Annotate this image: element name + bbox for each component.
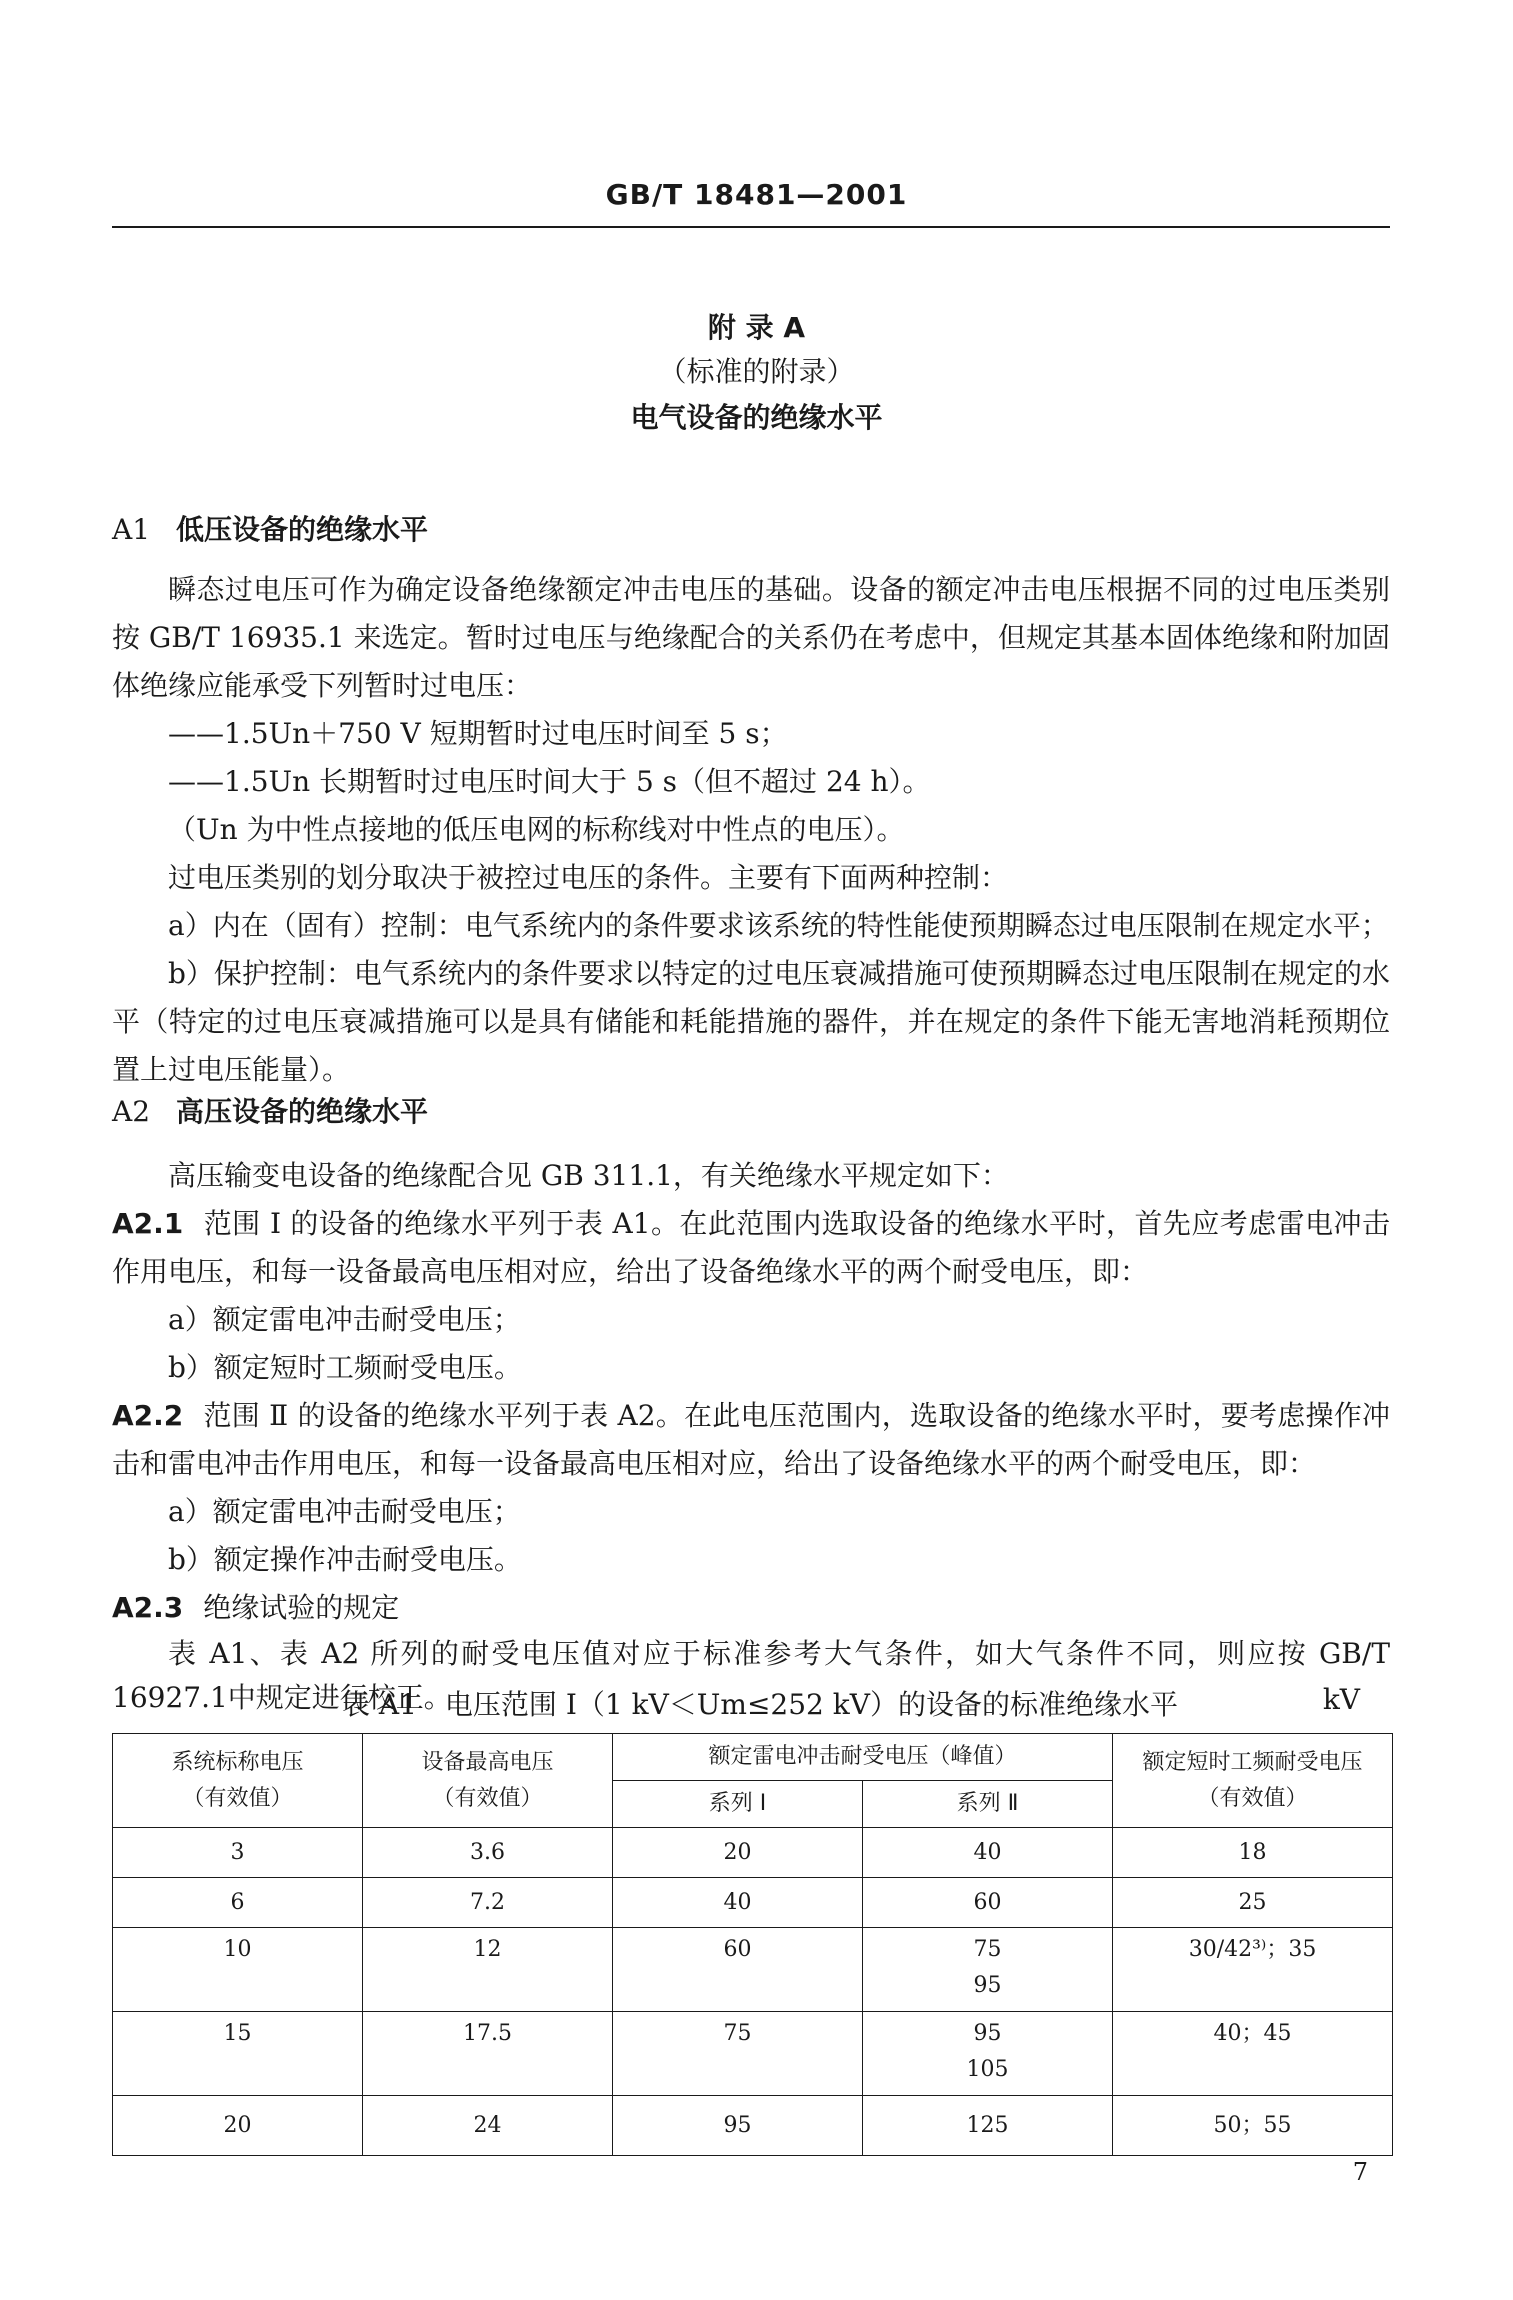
cell-power-frequency: 50；55 [1113, 2096, 1393, 2156]
standard-code-header: GB/T 18481—2001 [605, 178, 908, 211]
header-power-frequency [1113, 1734, 1393, 1828]
header-lightning-impulse: 额定雷电冲击耐受电压（峰值） [613, 1734, 1113, 1781]
a1-list-item-2: ——1.5Un 长期暂时过电压时间大于 5 s（但不超过 24 h）。 [168, 765, 931, 798]
header-max-voltage [363, 1734, 613, 1828]
header-power-frequency-label: 额定短时工频耐受电压 [1142, 1749, 1363, 1775]
section-a1-heading [112, 508, 428, 548]
header-max-voltage-label: 设备最高电压 [421, 1749, 554, 1775]
cell-nominal: 3 [113, 1828, 363, 1878]
cell-max: 3.6 [363, 1828, 613, 1878]
cell-nominal: 10 [113, 1928, 363, 2012]
section-a1-number: A1 [112, 513, 151, 546]
insulation-level-table [112, 1733, 1393, 2156]
cell-series-2 [863, 2012, 1113, 2096]
cell-power-frequency: 30/42³⁾；35 [1113, 1928, 1393, 2012]
a2-2-paragraph [112, 1392, 1390, 1488]
section-a2-paragraph-1: 高压输变电设备的绝缘配合见 GB 311.1，有关绝缘水平规定如下： [168, 1159, 1009, 1192]
cell-power-frequency: 18 [1113, 1828, 1393, 1878]
a2-2-text: 范围 Ⅱ 的设备的绝缘水平列于表 A2。在此电压范围内，选取设备的绝缘水平时，要考虑操作冲击和雷电冲击作用电压，和每一设备最高电压相对应，给出了设备绝缘水平的两个耐受电压，即： [112, 1399, 1390, 1480]
section-a2-number: A2 [112, 1095, 151, 1128]
a2-2-number: A2.2 [112, 1399, 184, 1432]
page-number: 7 [1352, 2158, 1368, 2186]
section-a1-title: 低压设备的绝缘水平 [176, 513, 429, 546]
a1-item-a: a）内在（固有）控制：电气系统内的条件要求该系统的特性能使预期瞬态过电压限制在规定水平； [168, 909, 1389, 942]
table-row [113, 2012, 1393, 2096]
cell-max: 24 [363, 2096, 613, 2156]
a1-list-item-1: ——1.5Un＋750 V 短期暂时过电压时间至 5 s； [168, 717, 788, 750]
cell-series-2-value-alt: 95 [973, 1973, 1002, 1998]
section-a1-paragraph-1: 瞬态过电压可作为确定设备绝缘额定冲击电压的基础。设备的额定冲击电压根据不同的过电压类别按 GB/T 16935.1 来选定。暂时过电压与绝缘配合的关系仍在考虑中，但规定其基本固体绝缘和附加固体绝缘应能承受下列暂时过电压： [112, 573, 1390, 702]
table-row [113, 1928, 1393, 2012]
cell-series-2 [863, 1928, 1113, 2012]
section-a2-title: 高压设备的绝缘水平 [176, 1095, 429, 1128]
header-nominal-voltage-sub: （有效值） [182, 1785, 293, 1811]
cell-series-1: 20 [613, 1828, 863, 1878]
section-a1-paragraph-2: 过电压类别的划分取决于被控过电压的条件。主要有下面两种控制： [168, 861, 1009, 894]
cell-series-2-value: 95 [973, 2021, 1002, 2046]
a1-item-b: b）保护控制：电气系统内的条件要求以特定的过电压衰减措施可使预期瞬态过电压限制在规定的水平（特定的过电压衰减措施可以是具有储能和耗能措施的器件，并在规定的条件下能无害地消耗预期位置上过电压能量）。 [112, 957, 1390, 1086]
a2-3-title: 绝缘试验的规定 [203, 1591, 400, 1624]
cell-series-1: 40 [613, 1878, 863, 1928]
table-row [113, 2096, 1393, 2156]
cell-series-1: 75 [613, 2012, 863, 2096]
section-a2-heading [112, 1090, 428, 1130]
cell-nominal: 15 [113, 2012, 363, 2096]
cell-series-1: 60 [613, 1928, 863, 2012]
a2-3-number: A2.3 [112, 1591, 184, 1624]
a2-2-item-a: a）额定雷电冲击耐受电压； [168, 1495, 521, 1528]
a2-1-text: 范围 I 的设备的绝缘水平列于表 A1。在此范围内选取设备的绝缘水平时，首先应考虑雷电冲击作用电压，和每一设备最高电压相对应，给出了设备绝缘水平的两个耐受电压，即： [112, 1207, 1390, 1288]
cell-max: 12 [363, 1928, 613, 2012]
table-row [113, 1828, 1393, 1878]
a2-1-number: A2.1 [112, 1207, 184, 1240]
appendix-type: （标准的附录） [658, 355, 855, 388]
cell-max: 17.5 [363, 2012, 613, 2096]
cell-power-frequency: 25 [1113, 1878, 1393, 1928]
header-nominal-voltage [113, 1734, 363, 1828]
a2-3-text: 表 A1、表 A2 所列的耐受电压值对应于标准参考大气条件，如大气条件不同，则应按 GB/T 16927.1中规定进行校正。 [112, 1637, 1390, 1714]
cell-series-2: 125 [863, 2096, 1113, 2156]
header-series-2: 系列 Ⅱ [863, 1781, 1113, 1828]
header-nominal-voltage-label: 系统标称电压 [171, 1749, 304, 1775]
header-series-1: 系列 I [613, 1781, 863, 1828]
table-caption: 表 A1 电压范围 I（1 kV＜Um≤252 kV）的设备的标准绝缘水平 [342, 1688, 1178, 1721]
cell-power-frequency: 40；45 [1113, 2012, 1393, 2096]
cell-nominal: 20 [113, 2096, 363, 2156]
appendix-label: 附 录 A [707, 311, 806, 344]
appendix-title: 电气设备的绝缘水平 [630, 401, 883, 434]
cell-series-2-value: 75 [973, 1937, 1002, 1962]
header-divider [112, 226, 1390, 228]
cell-nominal: 6 [113, 1878, 363, 1928]
table-row [113, 1878, 1393, 1928]
cell-series-2: 40 [863, 1828, 1113, 1878]
header-max-voltage-sub: （有效值） [432, 1785, 543, 1811]
a2-2-item-b: b）额定操作冲击耐受电压。 [168, 1543, 522, 1576]
cell-series-1: 95 [613, 2096, 863, 2156]
a2-1-item-b: b）额定短时工频耐受电压。 [168, 1351, 522, 1384]
a1-note: （Un 为中性点接地的低压电网的标称线对中性点的电压）。 [168, 813, 905, 846]
cell-series-2: 60 [863, 1878, 1113, 1928]
a2-1-paragraph [112, 1200, 1390, 1296]
cell-max: 7.2 [363, 1878, 613, 1928]
cell-series-2-value-alt: 105 [966, 2057, 1009, 2082]
header-power-frequency-sub: （有效值） [1197, 1785, 1308, 1811]
a2-1-item-a: a）额定雷电冲击耐受电压； [168, 1303, 521, 1336]
table-unit: kV [1322, 1683, 1360, 1716]
